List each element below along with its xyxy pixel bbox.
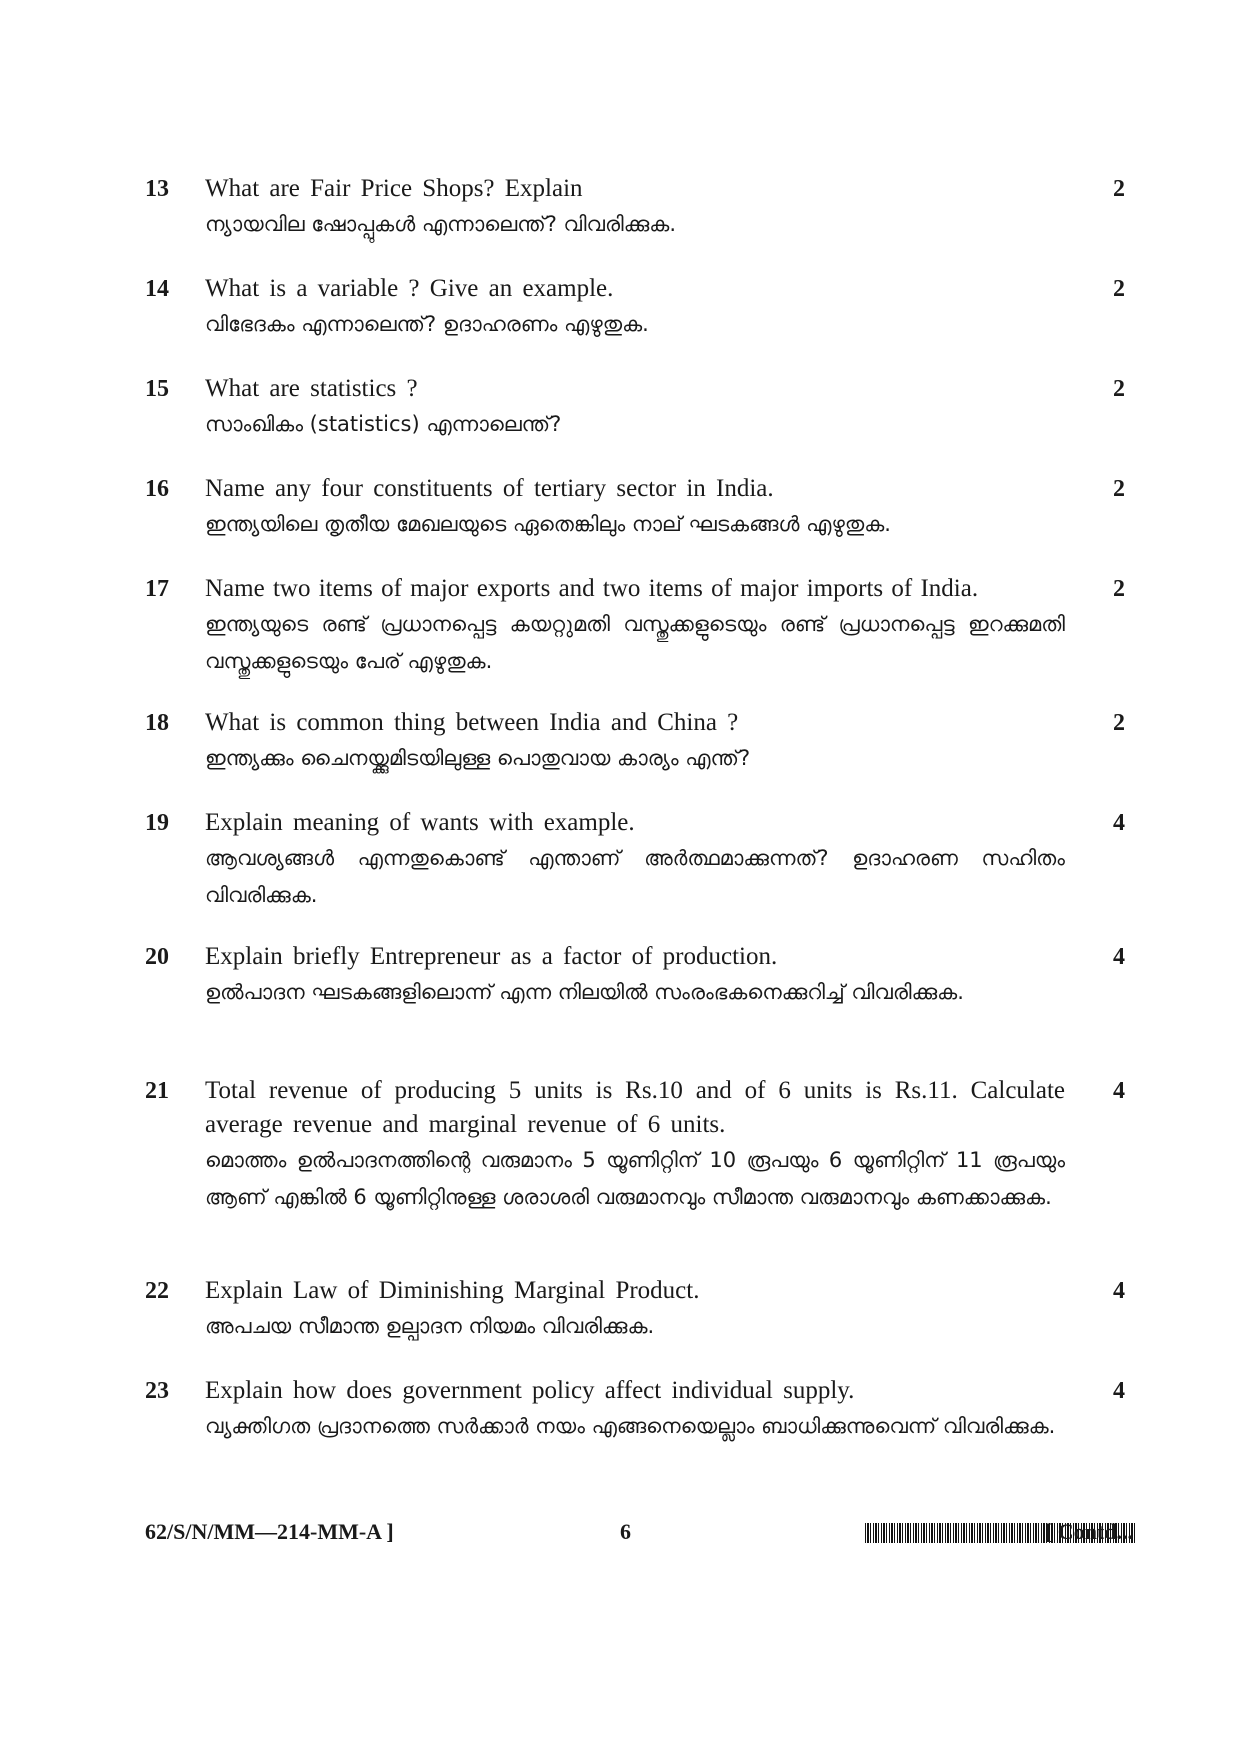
question-number: 22	[145, 1278, 169, 1304]
question-marks: 2	[1113, 376, 1125, 402]
question-body	[205, 940, 1065, 1011]
question-marks: 2	[1113, 476, 1125, 502]
question-text-malayalam: ന്യായവില ഷോപ്പുകൾ എന്നാലെന്ത്? വിവരിക്കുക.	[205, 212, 676, 236]
question-marks: 4	[1113, 1078, 1125, 1104]
question-marks: 2	[1113, 176, 1125, 202]
question-marks: 2	[1113, 276, 1125, 302]
paper-code: 62/S/N/MM—214-MM-A ]	[145, 1519, 394, 1544]
question-text-malayalam: ഇന്ത്യക്കും ചൈനയ്ക്കുമിടയിലുള്ള പൊതുവായ കാര്യം എന്ത്?	[205, 746, 751, 770]
question-text-malayalam: വിഭേദകം എന്നാലെന്ത്? ഉദാഹരണം എഴുതുക.	[205, 312, 649, 336]
question-20	[145, 940, 1125, 1074]
question-text-english: What is common thing between India and China ?	[205, 709, 739, 736]
question-text-english: Explain how does government policy affect individual supply.	[205, 1377, 855, 1404]
question-number: 14	[145, 276, 169, 302]
question-text-english: Explain meaning of wants with example.	[205, 809, 635, 836]
question-marks: 4	[1113, 1278, 1125, 1304]
question-text-english: What is a variable ? Give an example.	[205, 275, 614, 302]
question-22	[145, 1274, 1125, 1374]
question-list	[145, 172, 1125, 1508]
question-23	[145, 1374, 1125, 1508]
question-body	[205, 172, 1065, 243]
question-text-english: Name two items of major exports and two items of major imports of India.	[205, 575, 979, 602]
question-body	[205, 806, 1065, 914]
page-number: 6	[620, 1519, 631, 1544]
question-text-english: Total revenue of producing 5 units is Rs.10 and of 6 units is Rs.11. Calculate average revenue and marginal revenue of 6 units.	[205, 1077, 1065, 1138]
question-body	[205, 706, 1065, 777]
question-body	[205, 372, 1065, 443]
question-text-english: What are statistics ?	[205, 375, 418, 402]
question-19	[145, 806, 1125, 940]
question-17	[145, 572, 1125, 706]
question-text-malayalam: ഇന്ത്യയിലെ തൃതീയ മേഖലയുടെ ഏതെങ്കിലും നാല് ഘടകങ്ങൾ എഴുതുക.	[205, 512, 891, 536]
question-text-malayalam: അപചയ സീമാന്ത ഉല്പാദന നിയമം വിവരിക്കുക.	[205, 1314, 655, 1338]
question-21	[145, 1074, 1125, 1274]
question-14	[145, 272, 1125, 372]
question-body	[205, 1074, 1065, 1216]
question-16	[145, 472, 1125, 572]
question-number: 17	[145, 576, 169, 602]
question-text-malayalam: സാംഖികം (statistics) എന്നാലെന്ത്?	[205, 412, 562, 436]
question-number: 13	[145, 176, 169, 202]
question-text-malayalam: ഇന്ത്യയുടെ രണ്ട് പ്രധാനപ്പെട്ട കയറ്റുമതി വസ്തുക്കളുടെയും രണ്ട് പ്രധാനപ്പെട്ട ഇറക്കുമതി വസ്തുക്കളുടെയും പേര് എഴുതുക.	[205, 612, 1065, 673]
question-number: 19	[145, 810, 169, 836]
question-text-english: Name any four constituents of tertiary sector in India.	[205, 475, 774, 502]
question-13	[145, 172, 1125, 272]
question-number: 16	[145, 476, 169, 502]
question-body	[205, 572, 1065, 680]
question-body	[205, 1274, 1065, 1345]
question-number: 23	[145, 1378, 169, 1404]
question-number: 21	[145, 1078, 169, 1104]
question-number: 20	[145, 944, 169, 970]
question-text-english: Explain Law of Diminishing Marginal Product.	[205, 1277, 700, 1304]
question-text-malayalam: മൊത്തം ഉൽപാദനത്തിന്റെ വരുമാനം 5 യൂണിറ്റിന് 10 രൂപയും 6 യൂണിറ്റിന് 11 രൂപയും ആണ് എങ്കിൽ 6 യൂണിറ്റിനുള്ള ശരാശരി വരുമാനവും സീമാന്ത വരുമാനവും കണക്കാക്കുക.	[205, 1148, 1065, 1209]
question-body	[205, 472, 1065, 543]
question-body	[205, 272, 1065, 343]
continued-label: [ Contd...	[1044, 1519, 1133, 1544]
question-text-malayalam: ഉൽപാദന ഘടകങ്ങളിലൊന്ന് എന്ന നിലയിൽ സംരംഭകനെക്കുറിച്ച് വിവരിക്കുക.	[205, 980, 964, 1004]
page-footer	[145, 1515, 1133, 1549]
question-marks: 2	[1113, 710, 1125, 736]
question-marks: 4	[1113, 1378, 1125, 1404]
question-marks: 4	[1113, 810, 1125, 836]
question-15	[145, 372, 1125, 472]
question-text-english: Explain briefly Entrepreneur as a factor of production.	[205, 943, 778, 970]
question-number: 15	[145, 376, 169, 402]
question-body	[205, 1374, 1065, 1445]
question-marks: 2	[1113, 576, 1125, 602]
question-text-malayalam: വ്യക്തിഗത പ്രദാനത്തെ സർക്കാർ നയം എങ്ങനെയെല്ലാം ബാധിക്കുന്നുവെന്ന് വിവരിക്കുക.	[205, 1414, 1056, 1438]
question-text-malayalam: ആവശ്യങ്ങൾ എന്നതുകൊണ്ട് എന്താണ് അർത്ഥമാക്കുന്നത്? ഉദാഹരണ സഹിതം വിവരിക്കുക.	[205, 846, 1065, 907]
question-number: 18	[145, 710, 169, 736]
question-18	[145, 706, 1125, 806]
question-marks: 4	[1113, 944, 1125, 970]
question-text-english: What are Fair Price Shops? Explain	[205, 175, 583, 202]
